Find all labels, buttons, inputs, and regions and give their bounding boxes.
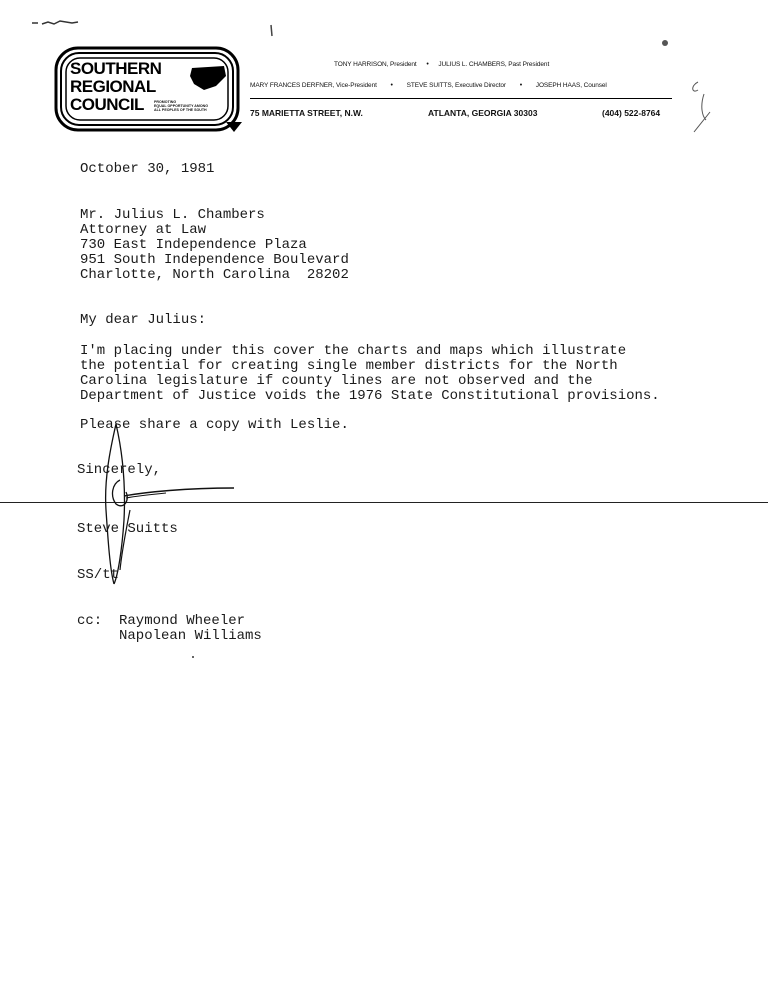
recipient-line: Charlotte, North Carolina 28202 (80, 267, 349, 283)
tagline-line: PROMOTING (154, 100, 177, 104)
bullet: • (426, 61, 429, 68)
officer-past-president: JULIUS L. CHAMBERS, Past President (438, 61, 550, 68)
body-line: the potential for creating single member districts for the North (80, 358, 618, 374)
src-logo (54, 46, 244, 136)
closing: Sincerely, (77, 462, 162, 478)
logo-word-southern: SOUTHERN (70, 59, 162, 78)
stray-mark (30, 14, 80, 22)
officers-row-1 (334, 61, 549, 68)
logo-word-regional: REGIONAL (70, 77, 156, 96)
officer-president: TONY HARRISON, President (334, 61, 417, 68)
stray-mark (268, 24, 276, 38)
cc-name: Napolean Williams (119, 628, 262, 644)
bullet: • (390, 82, 393, 89)
stray-dot (662, 40, 668, 46)
recipient-line: 730 East Independence Plaza (80, 237, 307, 253)
share-line: Please share a copy with Leslie. (80, 417, 349, 433)
signer-name: Steve Suitts (77, 521, 178, 537)
phone-number: (404) 522-8764 (602, 108, 661, 118)
handwritten-signature (96, 420, 246, 590)
body-line: I'm placing under this cover the charts and maps which illustrate (80, 343, 627, 359)
officer-executive-director: STEVE SUITTS, Executive Director (406, 82, 506, 89)
tagline-line: ALL PEOPLES OF THE SOUTH (154, 108, 207, 112)
city-address: ATLANTA, GEORGIA 30303 (428, 108, 538, 118)
margin-mark (688, 76, 718, 136)
tagline-line: EQUAL OPPORTUNITY AMONG (154, 104, 209, 108)
body-paragraph (80, 344, 660, 404)
street-address: 75 MARIETTA STREET, N.W. (250, 108, 363, 118)
letterhead-rule (250, 98, 672, 99)
bullet: • (519, 82, 523, 89)
cc-name: Raymond Wheeler (119, 613, 246, 629)
letter-date: October 30, 1981 (80, 161, 215, 177)
salutation: My dear Julius: (80, 312, 207, 328)
logo-word-council: COUNCIL (70, 95, 144, 114)
logo-tagline (154, 100, 214, 112)
body-line: Carolina legislature if county lines are not observed and the (80, 373, 593, 389)
cc-label: cc: (77, 613, 103, 629)
body-line: Department of Justice voids the 1976 State Constitutional provisions. (80, 388, 660, 404)
recipient-block (80, 208, 349, 283)
recipient-line: Mr. Julius L. Chambers (80, 207, 265, 223)
cc-list (119, 614, 262, 644)
officer-counsel: JOSEPH HAAS, Counsel (535, 82, 607, 89)
typist-initials: SS/tt (77, 567, 120, 583)
officer-vice-president: MARY FRANCES DERFNER, Vice-President (250, 82, 377, 89)
stray-dot (192, 656, 194, 658)
recipient-line: Attorney at Law (80, 222, 207, 238)
officers-row-2 (250, 82, 607, 89)
recipient-line: 951 South Independence Boulevard (80, 252, 349, 268)
